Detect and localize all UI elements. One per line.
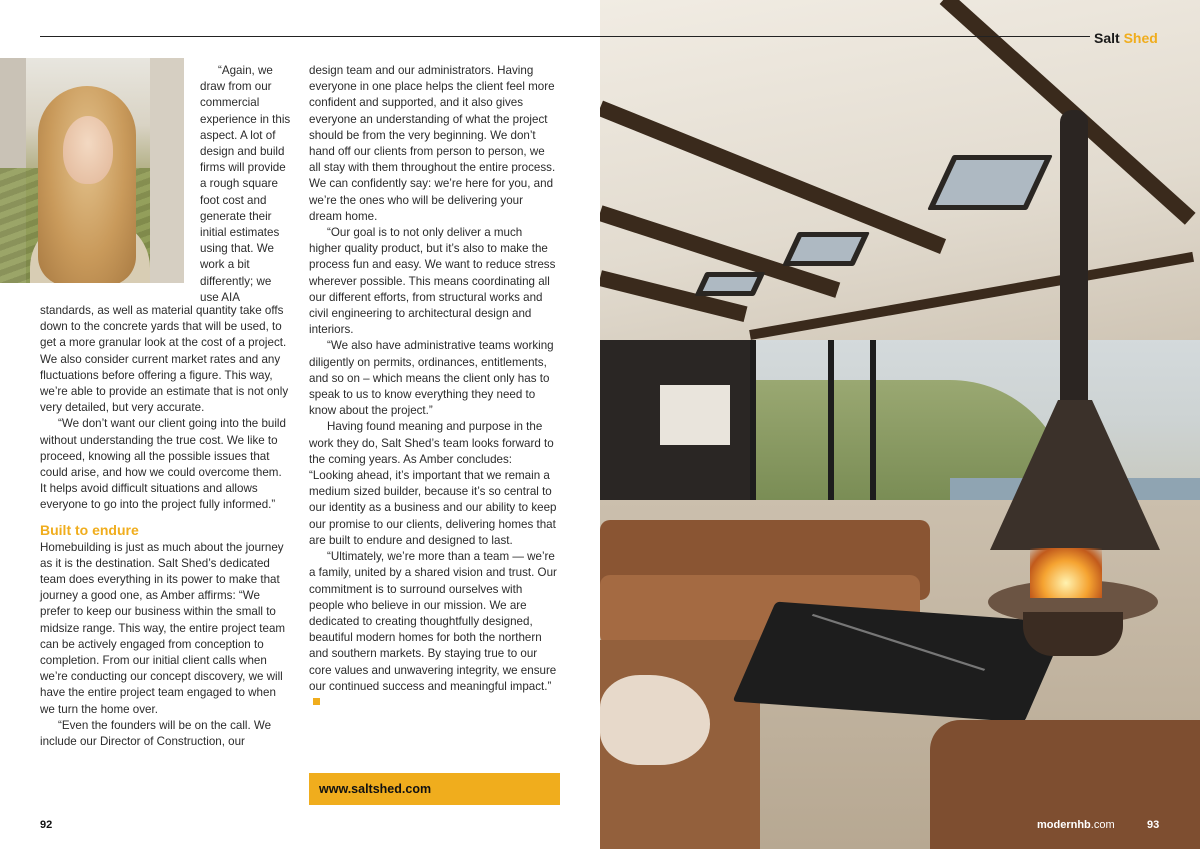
end-mark-icon	[313, 698, 320, 705]
brand-logo	[1094, 30, 1158, 46]
page-number-right: 93	[1147, 819, 1160, 831]
brand-salt: Salt	[1094, 30, 1120, 46]
paragraph: “We also have administrative teams working diligently on permits, ordinances, entitlements, and so on – which means the client only has to speak to us to know everything they need to know about the project.”	[309, 339, 554, 418]
page-number-left: 92	[40, 819, 53, 831]
portrait-photo	[0, 58, 184, 283]
paragraph: design team and our administrators. Having everyone in one place helps the client feel more confident and supported, and it also gives everyone an understanding of what the project should be from the very beginning. We don’t hand off our clients from person to person, we all stay with them throughout the entire process. We can confidently say: we’re here for you, and we’re the ones who will be delivering your dream home.	[309, 64, 556, 223]
header-rule	[40, 36, 1090, 37]
intro-paragraph-narrow: “Again, we draw from our commercial experience in this aspect. A lot of design and build firms will provide a rough square foot cost and generate their initial estimates using that. We work a bit differently; we use AIA	[200, 64, 291, 304]
paragraph: Homebuilding is just as much about the journey as it is the destination. Salt Shed’s dedicated team does everything in its power to make that journey a good one, as Amber affirms: “We prefer to keep our business within the small to midsize range. This way, the entire project team can be actively engaged from conception to completion. From our initial client calls when we’re conducting our concept discovery, we will have the entire project team engaged to when we turn the home over.	[40, 540, 286, 716]
column-2	[309, 63, 557, 711]
column-1	[40, 303, 290, 750]
closing-paragraph	[309, 549, 557, 711]
paragraph: Having found meaning and purpose in the work they do, Salt Shed’s team looks forward to the coming years. As Amber concludes: “Looking ahead, it’s important that we remain a medium sized builder, because it’s so central to our identity as a business and our ability to keep our promise to our clients, delivering homes that are built to endure and designed to last.	[309, 420, 557, 547]
paragraph: “We don’t want our client going into the build without understanding the true cost. We like to proceed, knowing all the possible issues that could arise, and how we could overcome them. It helps avoid difficult situations and allows everyone to go into the project fully informed.”	[40, 417, 286, 512]
column-1-narrow	[200, 63, 292, 306]
closing-text: “Ultimately, we’re more than a team — we’re a family, united by a shared vision and trust. Our commitment is to surround ourselves with people who believe in our mission. We are dedicated to creating thoughtfully designed, beautiful modern homes for both the northern and southern markets. By staying true to our core values and unwavering integrity, we ensure our continued success and meaningful impact.”	[309, 550, 557, 693]
living-room-photo	[600, 0, 1200, 849]
intro-paragraph-continued: standards, as well as material quantity take offs down to the concrete yards that will be used, to get a more granular look at the cost of a project. We also consider current market rates and any fluctuations before offering a figure. This way, we’re able to provide an estimate that is not only very detailed, but very accurate.	[40, 304, 289, 415]
brand-shed: Shed	[1123, 30, 1158, 46]
paragraph: “Even the founders will be on the call. We include our Director of Construction, our	[40, 718, 272, 749]
website-link[interactable]: www.saltshed.com	[309, 773, 560, 805]
site-name-bold: modernhb	[1037, 819, 1091, 831]
site-name-suffix: .com	[1090, 819, 1115, 831]
paragraph: “Our goal is to not only deliver a much higher quality product, but it’s also to make the process fun and easy. We want to reduce stress wherever possible. This means coordinating all our different efforts, from structural works and civil engineering to architectural design and interiors.	[309, 226, 556, 337]
section-subhead: Built to endure	[40, 521, 139, 538]
site-name	[1037, 819, 1115, 831]
